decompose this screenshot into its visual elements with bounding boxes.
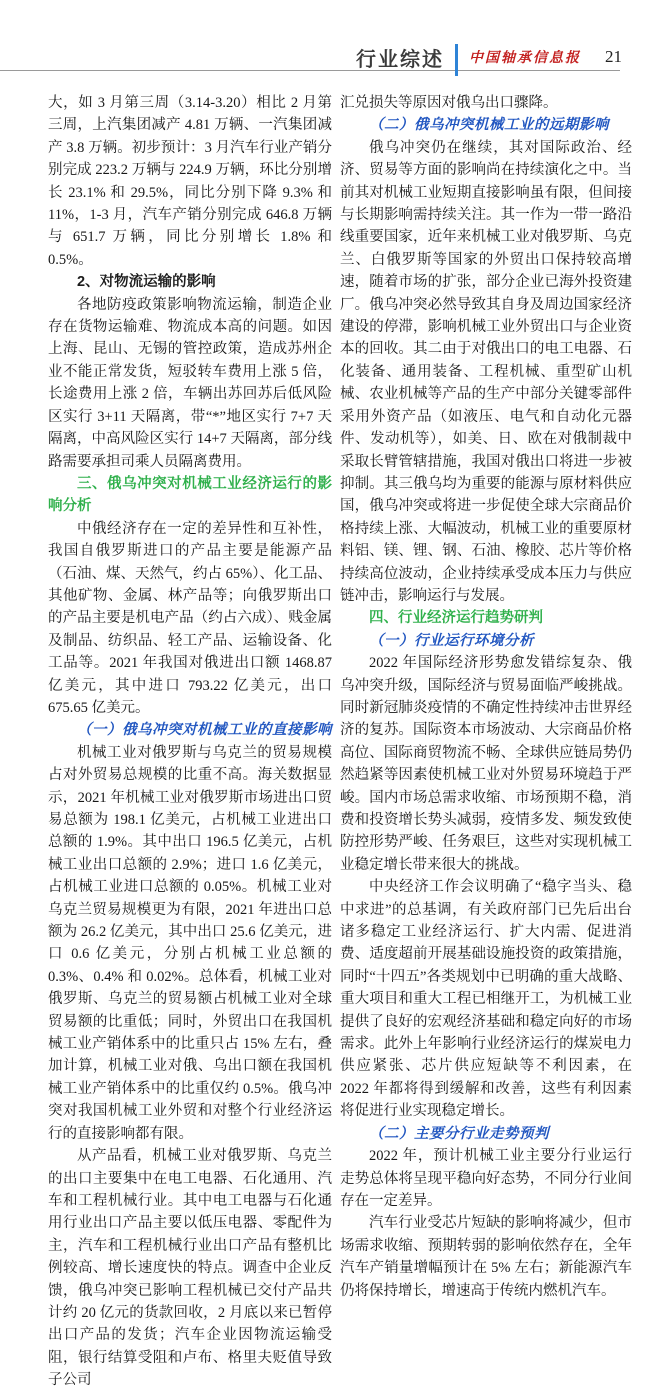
section-heading-green: 四、行业经济运行趋势研判 [369, 610, 543, 627]
paragraph: 中央经济工作会议明确了“稳字当头、稳中求进”的总基调，有关政府部门已先后出台诸多稳定工业经济运行、扩大内需、促进消费、适度超前开展基础设施投资的政策措施，同时“十四五”各类规划中已明确的重大战略、重大项目和重大工程已相继开工，为机械工业提供了良好的宏观经济基础和稳定向好的市场需求。此外上年影响行业经济运行的煤炭电力供应紧张、芯片供应短缺等不利因素，在 2022 年都将得到缓解和改善，这些有利因素将促进行业实现稳定增长。 [340, 879, 632, 1120]
subsection-heading-blue: （二）俄乌冲突机械工业的远期影响 [369, 117, 609, 134]
paragraph: 从产品看，机械工业对俄罗斯、乌克兰的出口主要集中在电工电器、石化通用、汽车和工程机械行业。其中电工电器与石化通用行业出口产品主要以低压电器、零配件为主，汽车和工程机械行业出口产品有整机比例较高、增长速度快的特点。调查中企业反馈，俄乌冲突已影响工程机械已交付产品共计约 20 亿元的货款回收，2 月底以来已暂停出口产品的发货；汽车企业因物流运输受阻，银行结算受阻和卢布、格里夫贬值导致子公司 [48, 1148, 332, 1389]
section-title: 行业综述 [356, 48, 444, 71]
paragraph: 各地防疫政策影响物流运输，制造企业存在货物运输难、物流成本高的问题。如因上海、昆山、无锡的管控政策，造成苏州企业不能正常发货，短驳转车费用上涨 5 倍，长途费用上涨 2 倍，车辆出苏回苏后低风险区实行 3+11 天隔离，带“*”地区实行 7+7 天隔离，中高风险区实行 14+7 天隔离，部分线路需要承担司乘人员隔离费用。 [48, 296, 332, 470]
left-column [48, 92, 332, 1392]
section-heading-green: 三、俄乌冲突对机械工业经济运行的影响分析 [48, 475, 332, 515]
subsection-heading-blue: （一）俄乌冲突对机械工业的直接影响 [77, 722, 332, 739]
numbered-subheading: 2、对物流运输的影响 [77, 274, 216, 291]
page-header [0, 0, 650, 74]
paragraph: 汇兑损失等原因对俄乌出口骤降。 [340, 95, 558, 111]
subsection-heading-blue: （一）行业运行环境分析 [369, 632, 534, 649]
header-content [356, 42, 622, 72]
header-divider-bar [455, 44, 458, 76]
paragraph: 俄乌冲突仍在继续，其对国际政治、经济、贸易等方面的影响尚在持续演化之中。当前其对机械工业短期直接影响虽有限，但间接与长期影响需持续关注。其一作为一带一路沿线重要国家，近年来机械工业对俄罗斯、乌克兰、白俄罗斯等国家的外贸出口保持较高增速，随着市场的扩张，部分企业已海外投资建厂。俄乌冲突必然导致其自身及周边国家经济建设的停滞，影响机械工业外贸出口与企业资本的回收。其二由于对俄出口的电工电器、石化装备、通用装备、工程机械、重型矿山机械、农业机械等产品的生产中部分关键零部件采用外资产品（如液压、电气和自动化元器件、发动机等），如美、日、欧在对俄制裁中采取长臂管辖措施，我国对俄出口将进一步被抑制。其三俄乌均为重要的能源与原材料供应国，俄乌冲突或将进一步促使全球大宗商品价格持续上涨、大幅波动，机械工业的重要原材料铝、镁、锂、钢、石油、橡胶、芯片等价格持续高位波动，企业持续承受成本压力与供应链冲击，影响运行与发展。 [340, 139, 632, 604]
paragraph: 大，如 3 月第三周（3.14-3.20）相比 2 月第三周，上汽集团减产 4.81 万辆、一汽集团减产 3.8 万辆。初步预计：3 月汽车行业产销分别完成 223.2 万辆与 224.9 万辆，环比分别增长 23.1% 和 29.5%，同比分别下降 9.3% 和 11%，1-3 月，汽车产销分别完成 646.8 万辆与 651.7 万辆，同比分别增长 1.8% 和 0.5%。 [48, 95, 332, 268]
two-column-body [48, 92, 632, 1392]
publication-name: 中国轴承信息报 [469, 51, 581, 66]
right-column [340, 92, 632, 1392]
paragraph: 机械工业对俄罗斯与乌克兰的贸易规模占对外贸易总规模的比重不高。海关数据显示，2021 年机械工业对俄罗斯市场进出口贸易总额为 198.1 亿美元，占机械工业进出口总额的 1.9%。其中出口 196.5 亿美元，占机械工业出口总额的 2.9%；进口 1.6 亿美元，占机械工业进口总额的 0.05%。机械工业对乌克兰贸易规模更为有限，2021 年进出口总额为 26.2 亿美元，其中出口 25.6 亿美元，进口 0.6 亿美元，分别占机械工业总额的 0.3%、0.4% 和 0.02%。总体看，机械工业对俄罗斯、乌克兰的贸易额占机械工业对全球贸易额的比重低；同时，外贸出口在我国机械工业产销体系中的比重只占 15% 左右，叠加计算，机械工业对俄、乌出口额在我国机械工业产销体系中的比重仅约 0.5%。俄乌冲突对我国机械工业外贸和对整个行业经济运行的直接影响都有限。 [48, 744, 332, 1142]
subsection-heading-blue: （二）主要分行业走势预判 [369, 1125, 549, 1142]
paragraph: 中俄经济存在一定的差异性和互补性，我国自俄罗斯进口的产品主要是能源产品（石油、煤、天然气，约占 65%）、化工品、其他矿物、金属、林产品等；向俄罗斯出口的产品主要是机电产品（约占六成）、贱金属及制品、纺织品、轻工产品、运输设备、化工品等。2021 年我国对俄进出口额 1468.87 亿美元，其中进口 793.22 亿美元，出口 675.65 亿美元。 [48, 520, 332, 716]
page-number: 21 [605, 47, 622, 66]
paragraph: 2022 年国际经济形势愈发错综复杂、俄乌冲突升级，国际经济与贸易面临严峻挑战。同时新冠肺炎疫情的不确定性持续冲击世界经济的复苏。国际资本市场波动、大宗商品价格高位、国际商贸物流不畅、全球供应链局势仍然趋紧等因素使机械工业对外贸易环境趋于严峻。国内市场总需求收缩、市场预期不稳，消费和投资增长势头减弱，疫情多发、频发致使防控形势严峻、任务艰巨，这些对实现机械工业稳定增长带来很大的挑战。 [340, 655, 632, 873]
paragraph: 2022 年，预计机械工业主要分行业运行走势总体将呈现平稳向好态势，不同分行业间存在一定差异。 [340, 1148, 632, 1209]
paragraph: 汽车行业受芯片短缺的影响将减少，但市场需求收缩、预期转弱的影响依然存在，全年汽车产销量增幅预计在 5% 左右；新能源汽车仍将保持增长，增速高于传统内燃机汽车。 [340, 1215, 632, 1299]
